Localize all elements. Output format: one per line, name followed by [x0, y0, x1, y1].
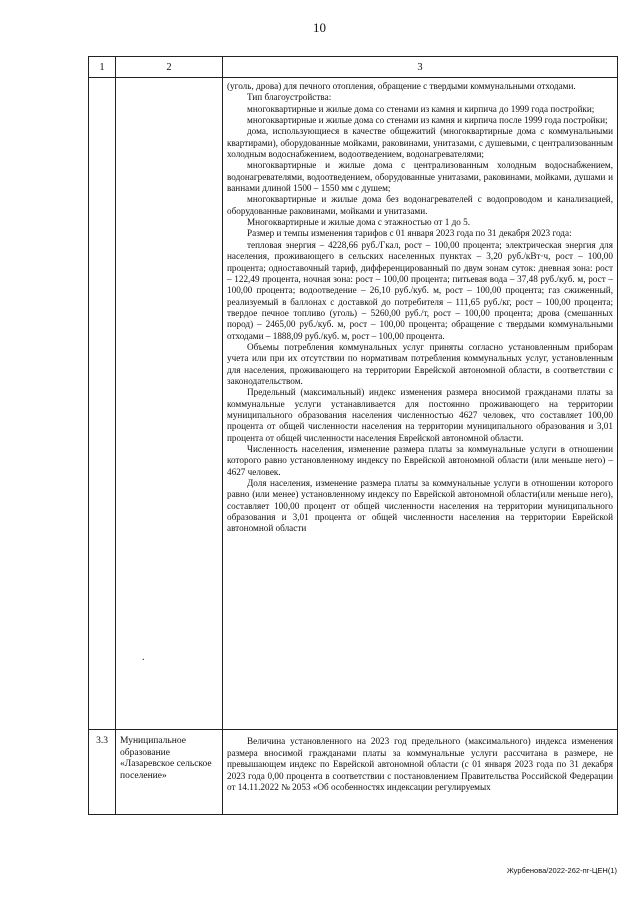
- paragraph: Объемы потребления коммунальных услуг приняты согласно установленным приборам учета или при их отсутствии по нормативам потребления коммунальных услуг, установленным для населения, проживающего на территории Еврейской автономной области, в соответствии с законодательством.: [227, 341, 613, 386]
- table-row-3-3: [89, 730, 618, 815]
- table-row-continuation: [89, 78, 618, 730]
- paragraph: Численность населения, изменение размера платы за коммунальные услуги в отношении которого равно установленному индексу по Еврейской автономной области (или меньше него) – 4627 человек.: [227, 444, 613, 477]
- col2-mark: .: [142, 652, 145, 663]
- row-number-cell: [89, 78, 116, 730]
- paragraph: Размер и темпы изменения тарифов с 01 января 2023 года по 31 декабря 2023 года:: [247, 228, 572, 239]
- table-header-row: [89, 57, 618, 78]
- document-table: [88, 56, 618, 815]
- header-col-1: 1: [89, 57, 116, 78]
- paragraph: Доля населения, изменение размера платы за коммунальные услуги в отношении которого равно (или менее) установленному индексу по Еврейской автономной области(или меньше него), составляет 100,00 процент от общей численности населения на территории муниципального образования и 3,01 процента от общей численности населения на территории Еврейской автономной области: [227, 478, 613, 534]
- paragraph: (уголь, дрова) для печного отопления, обращение с твердыми коммунальными отходами.: [227, 81, 576, 91]
- paragraph: тепловая энергия – 4228,66 руб./Гкал, рост – 100,00 процента; электрическая энергия для населения, проживающего в сельских населенных пунктах – 3,20 руб./кВт·ч, рост – 100,00 процента; одноставочный тариф, дифференцированный по двум зонам суток: дневная зона: рост – 122,49 процента, ночная зона: рост – 100,00 процента; питьевая вода – 37,48 руб./куб. м, рост – 100,00 процента; водоотведение – 26,10 руб./куб. м, рост – 100,00 процента; газ сжиженный, реализуемый в баллонах с доставкой до потребителя – 111,65 руб./кг, рост – 100,00 процента; твердое печное топливо (уголь) – 5260,00 руб./т, рост – 100,00 процента; дрова (смешанных пород) – 2465,00 руб./куб. м, рост – 100,00 процента; обращение с твердыми коммунальными отходами – 1888,09 руб./куб. м, рост – 100,00 процента.: [227, 239, 613, 341]
- paragraph: Предельный (максимальный) индекс изменения размера вносимой гражданами платы за коммунальные услуги устанавливается для постоянно проживающего на территории муниципального образования населения численностью 4627 человек, что составляет 100,00 процента от общей численности населения на территории муниципального образования и 3,01 процента от общей численности населения Еврейской автономной области.: [227, 387, 613, 443]
- paragraph: Тип благоустройства:: [247, 92, 332, 103]
- row-name-cell: [116, 78, 223, 730]
- paragraph: дома, использующиеся в качестве общежитий (многоквартирные дома с коммунальными квартирами), оборудованные мойками, раковинами, унитазами, с душевыми, с централизованным холодным водоснабжением, водоотведением, водонагревателями;: [227, 126, 613, 160]
- footer-document-code: Журбенова/2022-262-пг-ЦЕН(1): [506, 866, 617, 875]
- page-number: 10: [313, 20, 326, 35]
- paragraph: Многоквартирные и жилые дома с этажностью от 1 до 5.: [247, 217, 471, 228]
- row-3-3-number: 3.3: [89, 730, 116, 815]
- row-text-cell: [223, 78, 618, 730]
- paragraph: многоквартирные и жилые дома со стенами из камня и кирпича после 1999 года постройки;: [247, 115, 608, 126]
- paragraph: многоквартирные и жилые дома с централизованным холодным водоснабжением, водонагревателями, водоотведением, оборудованные унитазами, раковинами, мойками, душами и ваннами длиной 1500 – 1550 мм с душем;: [227, 160, 613, 194]
- row-3-3-name: Муниципальное образование «Лазаревское сельское поселение»: [116, 730, 223, 815]
- row-3-3-text: [223, 730, 618, 815]
- header-col-3: 3: [223, 57, 618, 78]
- paragraph: многоквартирные и жилые дома со стенами из камня и кирпича до 1999 года постройки;: [247, 103, 595, 114]
- paragraph-list: [227, 81, 613, 535]
- paragraph: многоквартирные и жилые дома без водонагревателей с водопроводом и канализацией, оборудованные раковинами, мойками и унитазами.: [227, 194, 613, 216]
- row-3-3-paragraph: Величина установленного на 2023 год предельного (максимального) индекса изменения размера вносимой гражданами платы за коммунальные услуги рассчитана в размере, не превышающем индекс по Еврейской автономной области (с 01 января 2023 года по 31 декабря 2023 года 0,00 процента в соответствии с постановлением Правительства Российской Федерации от 14.11.2022 № 2053 «Об особенностях индексации регулируемых: [227, 736, 613, 793]
- header-col-2: 2: [116, 57, 223, 78]
